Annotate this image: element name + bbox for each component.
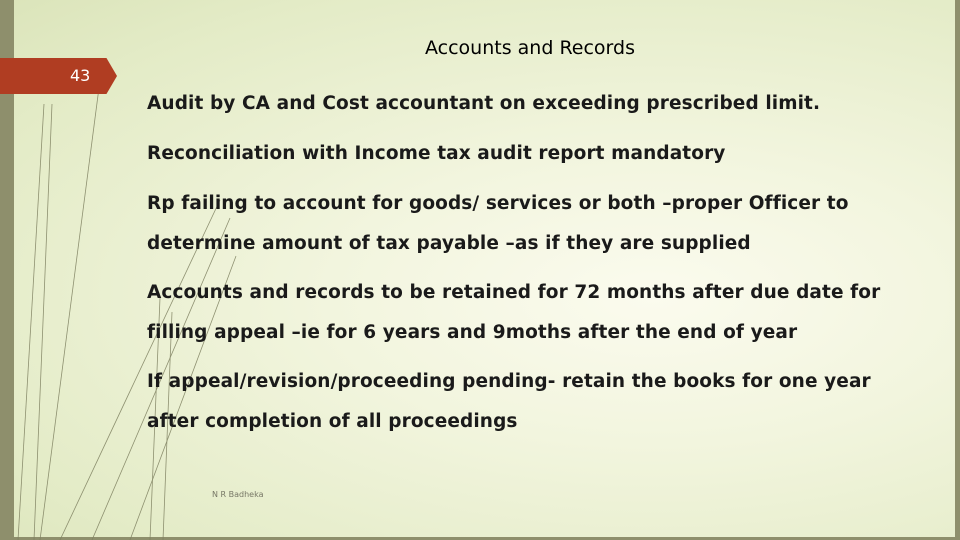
bullet-line: filling appeal –ie for 6 years and 9moths after the end of year (147, 322, 798, 343)
bullet-item-retention (147, 273, 937, 353)
bullet-list (147, 84, 937, 451)
decorative-stroke-1 (34, 104, 52, 540)
bullet-line: Reconciliation with Income tax audit report mandatory (147, 143, 726, 164)
bullet-item-failing-to-account (147, 184, 937, 264)
bullet-line: Rp failing to account for goods/ services or both –proper Officer to (147, 193, 849, 214)
author-footer: N R Badheka (212, 490, 264, 499)
bullet-line: Audit by CA and Cost accountant on exceeding prescribed limit. (147, 93, 821, 114)
bullet-item-reconciliation (147, 134, 937, 174)
decorative-stroke-2 (40, 80, 100, 540)
slide-title: Accounts and Records (425, 37, 635, 59)
decorative-stroke-3 (18, 104, 44, 540)
bullet-item-audit (147, 84, 937, 124)
bullet-line: Accounts and records to be retained for 72 months after due date for (147, 282, 881, 303)
bullet-line: If appeal/revision/proceeding pending- retain the books for one year (147, 371, 871, 392)
bullet-line: after completion of all proceedings (147, 411, 518, 432)
slide-number: 43 (70, 66, 91, 85)
bullet-line: determine amount of tax payable –as if they are supplied (147, 233, 751, 254)
bullet-item-appeal-pending (147, 362, 937, 442)
slide-number-tab (0, 58, 117, 94)
